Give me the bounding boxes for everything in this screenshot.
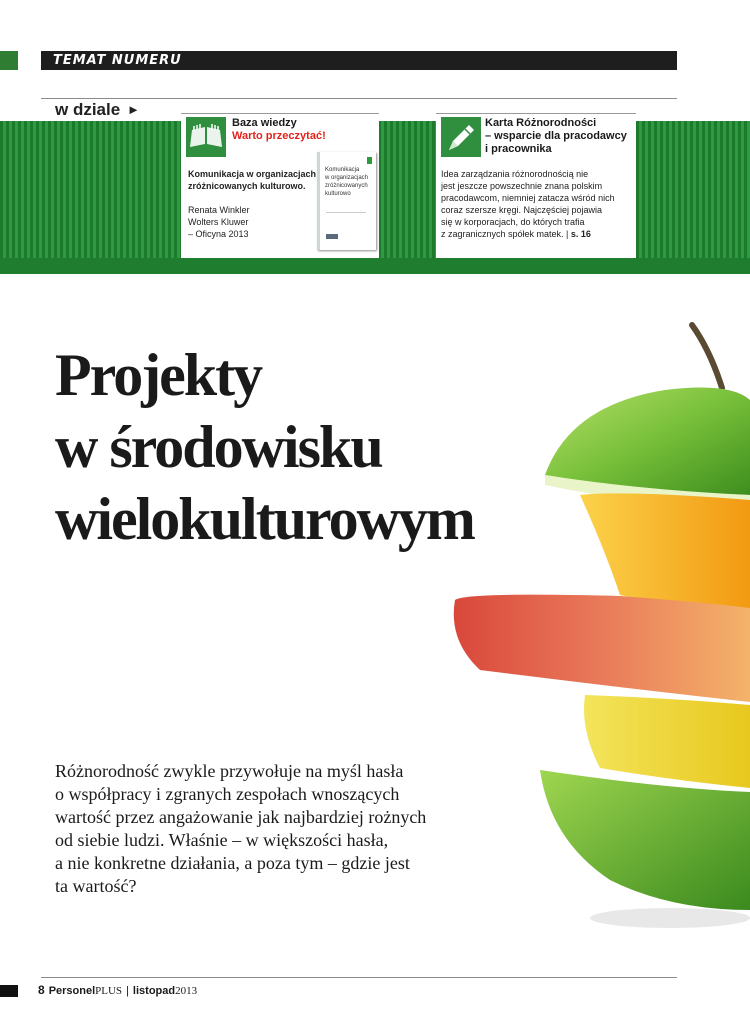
card-diversity-text: się w korporacjach, do których trafia: [441, 217, 585, 227]
book-author: Renata Winkler: [188, 205, 250, 215]
cover-text: kulturowo: [325, 191, 351, 197]
lead-line: Różnorodność zwykle przywołuje na myśl hasła: [55, 761, 404, 781]
book-publisher: Wolters Kluwer: [188, 217, 249, 227]
lead-line: wartość przez angażowanie jak najbardziej rożnych: [55, 807, 427, 827]
footer-marker: [0, 985, 18, 997]
green-band-base: [0, 258, 750, 274]
card-books-title: Baza wiedzy: [232, 117, 297, 129]
book-title-line: Komunikacja w organizacjach: [188, 169, 317, 179]
apple-stem: [692, 325, 722, 388]
book-title-line: zróżnicowanych kulturowo.: [188, 181, 306, 191]
lead-line: od siebie ludzi. Właśnie – w większości hasła,: [55, 830, 389, 850]
card-diversity-text: z zagranicznych spółek matek. |: [441, 229, 569, 239]
issue-month: listopad: [132, 985, 176, 997]
section-marker: [0, 51, 18, 70]
article-title: [55, 339, 655, 555]
issue-year: 2013: [175, 985, 198, 997]
article-title-line: Projekty: [55, 342, 262, 408]
open-book-icon: [186, 117, 226, 157]
lead-line: a nie konkretne działania, a poza tym – gdzie jest: [55, 853, 410, 873]
card-top-rule: [181, 113, 379, 114]
book-imprint: – Oficyna 2013: [188, 229, 249, 239]
card-diversity-title: – wsparcie dla pracodawcy: [485, 130, 627, 142]
lead-line: ta wartość?: [55, 876, 137, 896]
card-top-rule: [436, 113, 636, 114]
cover-divider: [326, 212, 366, 213]
card-diversity-text: coraz szersze kręgi. Najczęściej pojawia: [441, 205, 603, 215]
article-title-line: wielokulturowym: [55, 486, 474, 552]
card-diversity-text: Idea zarządzania różnorodnością nie: [441, 169, 589, 179]
top-rule: [41, 98, 677, 99]
green-apple-bottom: [540, 770, 750, 910]
cover-text: Komunikacja: [325, 167, 360, 173]
card-diversity-text: jest jeszcze powszechnie znana polskim: [441, 181, 603, 191]
book-cover[interactable]: [317, 152, 376, 250]
lead-line: o współpracy i zgranych zespołach wnoszących: [55, 784, 400, 804]
cover-tag: [367, 157, 372, 164]
lemon-slice: [584, 695, 750, 788]
cover-text: w organizacjach: [325, 175, 369, 181]
article-lead: [55, 760, 525, 898]
pen-icon: [441, 117, 481, 157]
red-apple-slice: [454, 595, 750, 702]
publisher-logo-icon: [326, 234, 338, 239]
section-title: TEMAT NUMERU: [53, 53, 182, 68]
bottom-rule: [41, 977, 677, 978]
cover-text: zróżnicowanych: [325, 183, 368, 189]
card-books-subtitle: Warto przeczytać!: [232, 130, 326, 142]
footer-separator: |: [126, 985, 129, 997]
magazine-name-suffix: PLUS: [95, 985, 123, 997]
card-diversity-title: i pracownika: [485, 143, 552, 155]
shadow: [590, 908, 750, 928]
in-section-label: w dziale: [55, 100, 121, 119]
play-arrow-icon: ►: [127, 102, 140, 117]
card-diversity-title: Karta Różnorodności: [485, 117, 597, 129]
page-number: 8: [38, 983, 45, 997]
article-title-line: w środowisku: [55, 414, 382, 480]
card-diversity-text: pracodawcom, niemniej zatacza wśród nich: [441, 193, 615, 203]
page-reference-link[interactable]: s. 16: [570, 229, 591, 239]
page-footer: [38, 983, 197, 998]
magazine-name: Personel: [48, 985, 96, 997]
